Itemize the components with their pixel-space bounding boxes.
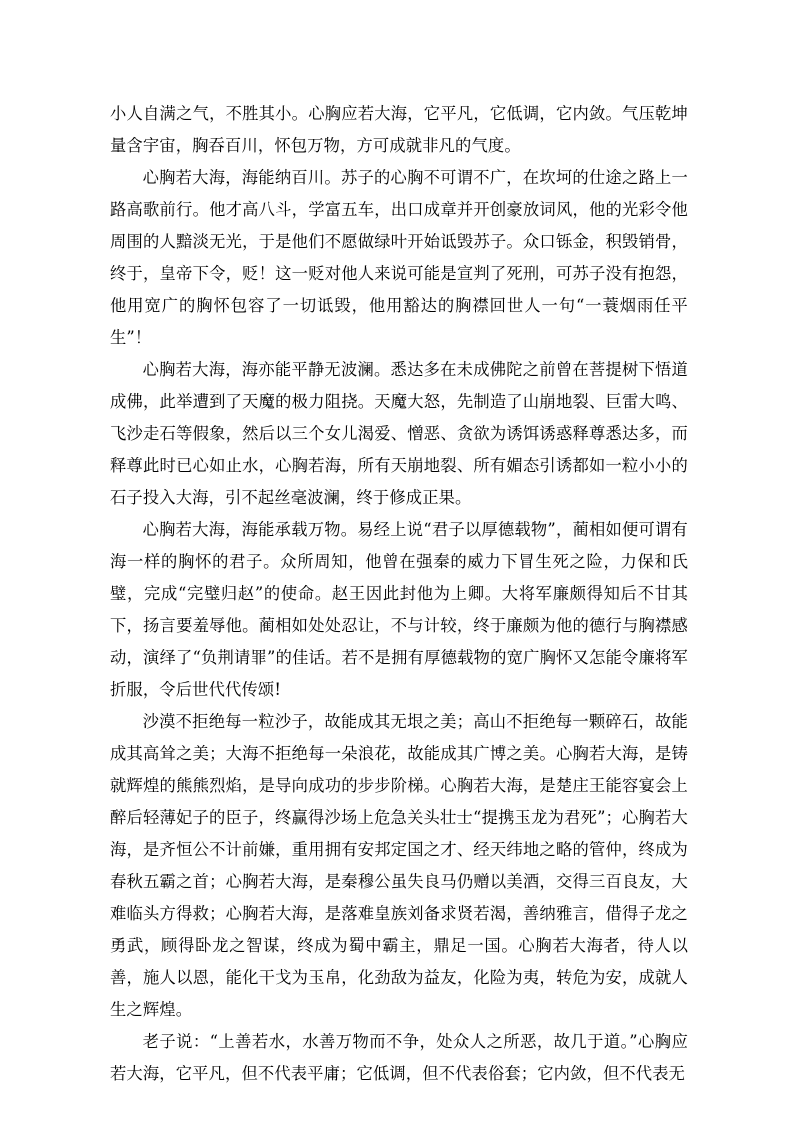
paragraph-6: 老子说：“上善若水，水善万物而不争，处众人之所恶，故几于道。”心胸应若大海，它平凡，但不代表平庸；它低调，但不代表俗套；它内敛，但不代表无 xyxy=(110,1032,688,1083)
paragraph-4: 心胸若大海，海能承载万物。易经上说“君子以厚德载物”，蔺相如便可谓有海一样的胸怀的君子。众所周知，他曾在强秦的威力下冒生死之险，力保和氏璧，完成“完璧归赵”的使命。赵王因此封他为上卿。大将军廉颇得知后不甘其下，扬言要羞辱他。蔺相如处处忍让，不与计较，终于廉颇为他的德行与胸襟感动，演绎了“负荆请罪”的佳话。若不是拥有厚德载物的宽广胸怀又怎能令廉将军折服，令后世代代传颂! xyxy=(110,520,688,699)
paragraph-2: 心胸若大海，海能纳百川。苏子的心胸不可谓不广，在坎坷的仕途之路上一路高歌前行。他才高八斗，学富五车，出口成章并开创豪放词风，他的光彩令他周围的人黯淡无光，于是他们不愿做绿叶开始诋毁苏子。众口铄金，积毁销骨，终于，皇帝下令，贬！这一贬对他人来说可能是宣判了死刑，可苏子没有抱怨，他用宽广的胸怀包容了一切诋毁，他用豁达的胸襟回世人一句“一蓑烟雨任平生”！ xyxy=(110,168,688,347)
paragraph-5: 沙漠不拒绝每一粒沙子，故能成其无垠之美；高山不拒绝每一颗碎石，故能成其高耸之美；大海不拒绝每一朵浪花，故能成其广博之美。心胸若大海，是铸就辉煌的熊熊烈焰，是导向成功的步步阶梯。心胸若大海，是楚庄王能容宴会上醉后轻薄妃子的臣子，终赢得沙场上危急关头壮士“提携玉龙为君死”；心胸若大海，是齐恒公不计前嫌，重用拥有安邦定国之才、经天纬地之略的管仲，终成为春秋五霸之首；心胸若大海，是秦穆公虽失良马仍赠以美酒，交得三百良友，大难临头方得救；心胸若大海，是落难皇族刘备求贤若渴，善纳雅言，借得子龙之勇武，顾得卧龙之智谋，终成为蜀中霸主，鼎足一国。心胸若大海者，待人以善，施人以恩，能化干戈为玉帛，化劲敌为益友，化险为夷，转危为安，成就人生之辉煌。 xyxy=(110,712,688,1019)
paragraph-1: 小人自满之气，不胜其小。心胸应若大海，它平凡，它低调，它内敛。气压乾坤量含宇宙，胸吞百川，怀包万物，方可成就非凡的气度。 xyxy=(110,104,688,155)
document-page xyxy=(110,98,688,1090)
paragraph-3: 心胸若大海，海亦能平静无波澜。悉达多在未成佛陀之前曾在菩提树下悟道成佛，此举遭到了天魔的极力阻挠。天魔大怒，先制造了山崩地裂、巨雷大鸣、飞沙走石等假象，然后以三个女儿渴爱、憎恶、贪欲为诱饵诱惑释尊悉达多，而释尊此时已心如止水，心胸若海，所有天崩地裂、所有媚态引诱都如一粒小小的石子投入大海，引不起丝毫波澜，终于修成正果。 xyxy=(110,360,688,507)
